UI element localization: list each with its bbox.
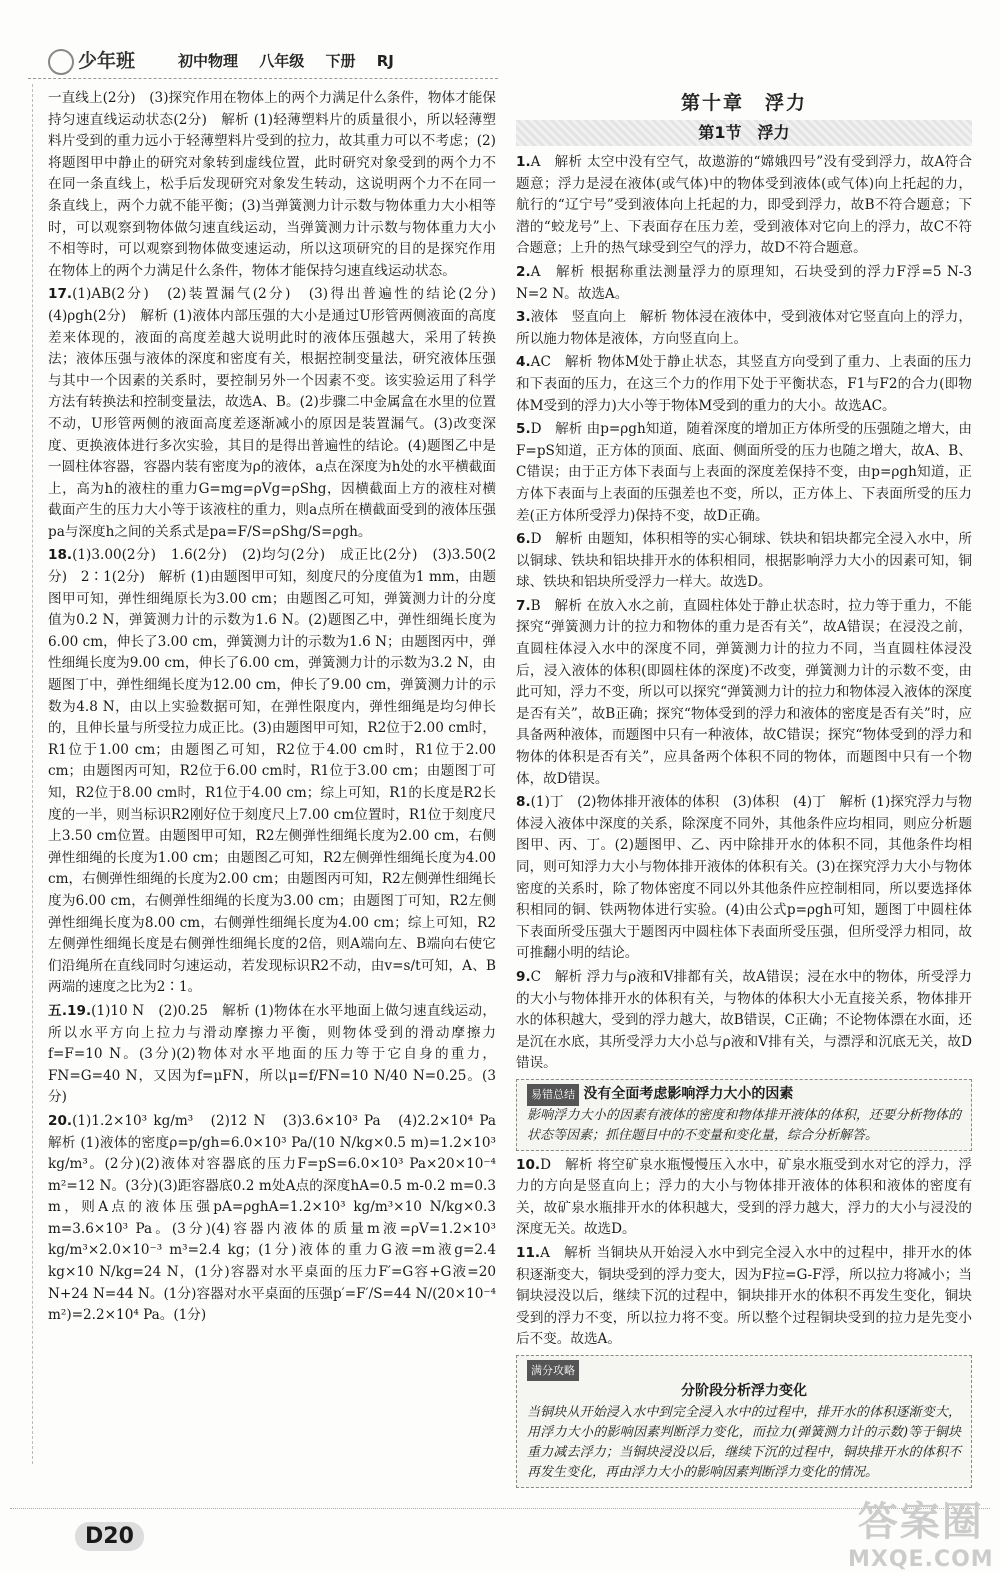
answer-number: 18.: [48, 547, 73, 564]
grade: 八年级: [259, 52, 305, 70]
answer-16-cont: 一直线上(2分) (3)探究作用在物体上的两个力满足什么条件，物体才能保持匀速直线运动状态(2分) 解析 (1)轻薄塑料片的质量很小，所以轻薄塑料片受到的重力远小于轻薄塑料片受到的拉力，故其重力可以不考虑；(2)将题图甲中静止的研究对象转到虚线位置，此时研究对象受到的两个力不在同一条直线上，松手后发现研究对象发生转动，这说明两个力不在同一条直线上，两个力就不能平衡；(3)当弹簧测力计示数与物体重力大小相等时，可以观察到物体做匀速直线运动，当弹簧测力计示数与物体重力大小不相等时，可以观察到物体做变速运动，所以这项研究的目的是探究作用在物体上的两个力满足什么条件，物体才能保持匀速直线运动状态。: [48, 90, 496, 279]
answer-item: [516, 262, 972, 305]
answer-number: 7.: [516, 597, 531, 614]
brand-logo: [48, 46, 158, 74]
answer-text: D 解析 将空矿泉水瓶慢慢压入水中，矿泉水瓶受到水对它的浮力，浮力的方向是竖直向上；浮力的大小与物体排开液体的体积和液体的密度有关，故矿泉水瓶排开水的体积越大，受到的浮力越大，浮力的大小与浸没的深度无关。故选D。: [516, 1156, 972, 1238]
tip-body: 影响浮力大小的因素有液体的密度和物体排开液体的体积，还要分析物体的状态等因素；抓住题目中的不变量和变化量，综合分析解答。: [527, 1107, 961, 1143]
answer-text: A 解析 太空中没有空气，故遨游的“嫦娥四号”没有受到浮力，故A符合题意；浮力是浸在液体(或气体)中的物体受到液体(或气体)向上托起的力，航行的“辽宁号”受到液体向上托起的力，即受到浮力，故B不符合题意；下潜的“蛟龙号”上、下表面存在压力差，受到液体对它向上的浮力，故C不符合题意；上升的热气球受到空气的浮力，故D不符合题意。: [516, 154, 972, 257]
edition: RJ: [376, 52, 394, 70]
answer-item: [516, 596, 972, 790]
answer-text: D 解析 由p=ρgh知道，随着深度的增加正方体所受的压强随之增大，由F=pS知道，正方体的顶面、底面、侧面所受的压力也随之增大，故A、B、C错误；由于正方体下表面与上表面的深度差保持不变，由p=ρgh知道，正方体下表面与上表面的压强差也不变，所以，正方体上、下表面所受的压力差(正方体所受浮力)保持不变，故D正确。: [516, 421, 973, 524]
answer-text: (1)1.2×10³ kg/m³ (2)12 N (3)3.6×10³ Pa (4)2.2×10⁴ Pa 解析 (1)液体的密度ρ=p/gh=6.0×10³ Pa/(10 N/kg×0.5 m)=1.2×10³ kg/m³。(2分)(2)液体对容器底的压力F=pS=6.0×10³ Pa×20×10⁻⁴ m²=12 N。(3分)(3)距容器底0.2 m处A点的深度hA=0.5 m-0.2 m=0.3 m，则A点的液体压强pA=ρghA=1.2×10³ kg/m³×10 N/kg×0.3 m=3.6×10³ Pa。(3分)(4)容器内液体的质量m液=ρV=1.2×10³ kg/m³×2.0×10⁻³ m³=2.4 kg；(1分)液体的重力G液=m液g=2.4 kg×10 N/kg=24 N，(1分)容器对水平桌面的压力F′=G容+G液=20 N+24 N=44 N。(1分)容器对水平桌面的压强p′=F′/S=44 N/(20×10⁻⁴ m²)=2.2×10⁴ Pa。(1分): [48, 1112, 510, 1324]
logo-text: 少年班: [78, 50, 136, 72]
answer-text: A 解析 当铜块从开始浸入水中到完全浸入水中的过程中，排开水的体积逐渐变大，铜块受到的浮力变大，因为F拉=G-F浮，所以拉力将减小；当铜块浸没以后，继续下沉的过程中，铜块排开水的体积不再发生变化，铜块受到的浮力不变，所以拉力将不变。所以整个过程铜块受到的拉力是先变小后不变。故选A。: [516, 1244, 972, 1348]
answer-number: 5.: [516, 421, 531, 438]
tip-label: 易错总结: [527, 1084, 579, 1106]
answer-text: (1)AB(2分) (2)装置漏气(2分) (3)得出普遍性的结论(2分) (4)ρgh(2分) 解析 (1)液体内部压强的大小是通过U形管两侧液面的高度差来体现的，液面的高度差越大说明此时的液体压强越大，采用了转换法；液体压强与液体的深度和密度有关，根据控制变量法，研究液体压强与其中一个因素的关系时，要控制另外一个因素不变。该实验运用了科学方法有转换法和控制变量法，故选A、B。(2)步骤二中金属盒在水里的位置不动，U形管两侧的液面高度差逐渐减小的原因是装置漏气。(3)改变深度、更换液体进行多次实验，其目的是得出普遍性的结论。(4)题图乙中是一圆柱体容器，容器内装有密度为ρ的液体，a点在深度为h处的水平横截面上，高为h的液柱的重力G=mg=ρVg=ρShg，因横截面上方的液柱对横截面产生的压力大小等于该液柱的重力，则a点所在横截面受到的液体压强pa与深度h之间的关系式是pa=F/S=ρShg/S=ρgh。: [48, 286, 510, 540]
answer-18: [48, 545, 496, 998]
answer-item: [516, 1155, 972, 1241]
subject: 初中物理: [178, 52, 239, 70]
header-divider: [28, 78, 498, 79]
answer-text: A 解析 根据称重法测量浮力的原理知，石块受到的浮力F浮=5 N-3 N=2 N。故选A。: [516, 263, 972, 302]
answer-text: AC 解析 物体M处于静止状态，其竖直方向受到了重力、上表面的压力和下表面的压力，在这三个力的作用下处于平衡状态，F1与F2的合力(即物体M受到的浮力)大小等于物体M受到的重力的大小。故选AC。: [516, 354, 972, 414]
mascot-icon: [48, 49, 74, 75]
answer-item: [516, 967, 972, 1075]
answer-text: C 解析 浮力与ρ液和V排都有关，故A错误；浸在水中的物体，所受浮力的大小与物体排开水的体积有关，与物体的体积大小无直接关系，物体排开水的体积越大，受到的浮力越大，故B错误，C正确；不论物体漂在水面，还是沉在水底，其所受浮力大小总与ρ液和V排有关，与漂浮和沉底无关，故D错误。: [516, 968, 972, 1072]
answer-number: 五.19.: [48, 1002, 92, 1019]
answer-number: 4.: [516, 354, 531, 371]
answer-number: 3.: [516, 309, 531, 326]
answer-text: 液体 竖直向上 解析 物体浸在液体中，受到液体对它竖直向上的浮力，所以施力物体是液体，方向竖直向上。: [516, 309, 972, 347]
answer-20: [48, 1111, 510, 1327]
answer-list-2: [516, 1155, 972, 1351]
answer-text: D 解析 由题知，体积相等的实心铜球、铁块和铝块都完全浸入水中，所以铜球、铁块和铝块排开水的体积相同，根据影响浮力大小的因素可知，铜球、铁块和铝块所受浮力一样大。故选D。: [516, 531, 972, 591]
section-title: 第1节 浮力: [516, 120, 972, 146]
answer-item: [516, 792, 972, 965]
term: 下册: [325, 52, 356, 70]
tip-box-mistakes: [516, 1079, 972, 1151]
page-number: D20: [75, 1522, 144, 1551]
answer-text: (1)丁 (2)物体排开液体的体积 (3)体积 (4)丁 解析 (1)探究浮力与物体浸入液体中深度的关系，除深度不同外，其他条件应均相同，则应分析题图甲、丙、丁。(2)题图甲、乙、丙中除排开水的体积不同，其他条件均相同，则可知浮力大小与物体排开液体的体积有关。(3)在探究浮力大小与物体密度的关系时，除了物体密度不同以外其他条件应控制相同，所以要选择体积相同的铜、铁两物体进行实验。(4)由公式p=ρgh可知，题图丁中圆柱体下表面所受压强大于题图丙中圆柱体下表面所受压强，但所受浮力相同，故可推翻小明的结论。: [516, 794, 972, 962]
margin-line: [32, 84, 33, 1464]
header-info: [178, 50, 410, 71]
answer-text: (1)3.00(2分) 1.6(2分) (2)均匀(2分) 成正比(2分) (3)3.50(2分) 2∶1(2分) 解析 (1)由题图甲可知，刻度尺的分度值为1 mm，由题图甲可知，弹性细绳原长为3.00 cm；由题图乙可知，弹簧测力计的分度值为0.2 N，弹簧测力计的示数为1.6 N。(2)题图乙中，弹性细绳长度为6.00 cm，伸长了3.00 cm，弹簧测力计的示数为1.6 N；由题图丙中，弹性细绳长度为9.00 cm，伸长了6.00 cm，弹簧测力计的示数为3.2 N，由题图丁中，弹性细绳长度为12.00 cm，伸长了9.00 cm，弹簧测力计的示数为4.8 N，由以上实验数据可知，在弹性限度内，弹性细绳是均匀伸长的，且伸长量与所受拉力成正比。(3)由题图甲可知，R2位于2.00 cm时，R1位于1.00 cm；由题图乙可知，R2位于4.00 cm时，R1位于2.00 cm；由题图丙可知，R2位于6.00 cm时，R1位于3.00 cm；由题图丁可知，R2位于8.00 cm时，R1位于4.00 cm；综上可知，R1的长度是R2长度的一半，则当标识R2刚好位于刻度尺上7.00 cm位置时，R1位于刻度尺上3.50 cm位置。由题图甲可知，R2左侧弹性细绳长度为2.00 cm，右侧弹性细绳的长度为1.00 cm；由题图乙可知，R2左侧弹性细绳长度为4.00 cm，右侧弹性细绳的长度为2.00 cm；由题图丙可知，R2左侧弹性细绳长度为6.00 cm，右侧弹性细绳的长度为3.00 cm；由题图丁可知，R2左侧弹性细绳长度为8.00 cm，右侧弹性细绳长度为4.00 cm；综上可知，R2左侧弹性细绳长度是右侧弹性细绳长度的2倍，则A端向左、B端向右使它们沿绳所在直线同时匀速运动，若发现标识R2不动，由v=s/t可知，A、B两端的速度之比为2∶1。: [48, 547, 496, 996]
page-header: [28, 40, 988, 80]
answer-number: 9.: [516, 968, 531, 985]
answer-text: (1)10 N (2)0.25 解析 (1)物体在水平地面上做匀速直线运动，所以水平方向上拉力与滑动摩擦力平衡，则物体受到的滑动摩擦力f=F=10 N。(3分)(2)物体对水平地面的压力等于它自身的重力，FN=G=40 N，又因为f=μFN，所以μ=f/FN=10 N/40 N=0.25。(3分): [48, 1002, 496, 1106]
tip-box-strategy: [516, 1355, 972, 1488]
left-column: [48, 88, 510, 1329]
watermark-url: MXQE.COM: [848, 1547, 994, 1572]
watermark-logo: 答案圈: [857, 1499, 984, 1545]
answer-item: [516, 307, 972, 350]
watermark: [848, 1490, 994, 1572]
answer-item: [516, 529, 972, 594]
answer-number: 10.: [516, 1156, 541, 1173]
answer-item: [516, 352, 972, 417]
answer-text: B 解析 在放入水之前，直圆柱体处于静止状态时，拉力等于重力，不能探究“弹簧测力计的拉力和物体的重力是否有关”，故A错误；在浸没之前，直圆柱体浸入水中的深度不同，弹簧测力计的拉力不同，当直圆柱体浸没后，浸入液体的体积(即圆柱体的深度)不改变，弹簧测力计的示数不变，由此可知，浮力不变，所以可以探究“弹簧测力计的拉力和物体浸入液体的深度是否有关”，故B正确；探究“物体受到的浮力和液体的密度是否有关”时，应具备两种液体，而题图中只有一种液体，故C错误；探究“物体受到的浮力和物体的体积是否有关”，应具备两个体积不同的物体，而题图中只有一个物体，故D错误。: [516, 597, 972, 787]
tip-body: 当铜块从开始浸入水中到完全浸入水中的过程中，排开水的体积逐渐变大，用浮力大小的影响因素判断浮力变化，而拉力(弹簧测力计的示数)等于铜块重力减去浮力；当铜块浸没以后，继续下沉的过程中，铜块排开水的体积不再发生变化，再由浮力大小的影响因素判断浮力变化的情况。: [527, 1405, 961, 1481]
tip-title: 没有全面考虑影响浮力大小的因素: [583, 1085, 794, 1102]
answer-number: 11.: [516, 1244, 541, 1261]
answer-number: 17.: [48, 286, 73, 303]
answer-list: [516, 152, 972, 1075]
answer-item: [516, 1243, 972, 1351]
answer-19: [48, 1001, 496, 1109]
answer-17: [48, 284, 510, 543]
answer-item: [516, 152, 972, 260]
tip-label: 满分攻略: [527, 1360, 579, 1382]
tip-title: 分阶段分析浮力变化: [681, 1383, 807, 1400]
answer-item: [516, 419, 972, 527]
answer-number: 1.: [516, 154, 531, 170]
answer-number: 2.: [516, 263, 531, 280]
answer-number: 20.: [48, 1112, 73, 1129]
footer-divider: [10, 1508, 990, 1509]
answer-number: 8.: [516, 794, 531, 811]
right-column: [516, 88, 972, 1492]
chapter-title: 第十章 浮力: [680, 92, 807, 114]
answer-number: 6.: [516, 531, 531, 548]
